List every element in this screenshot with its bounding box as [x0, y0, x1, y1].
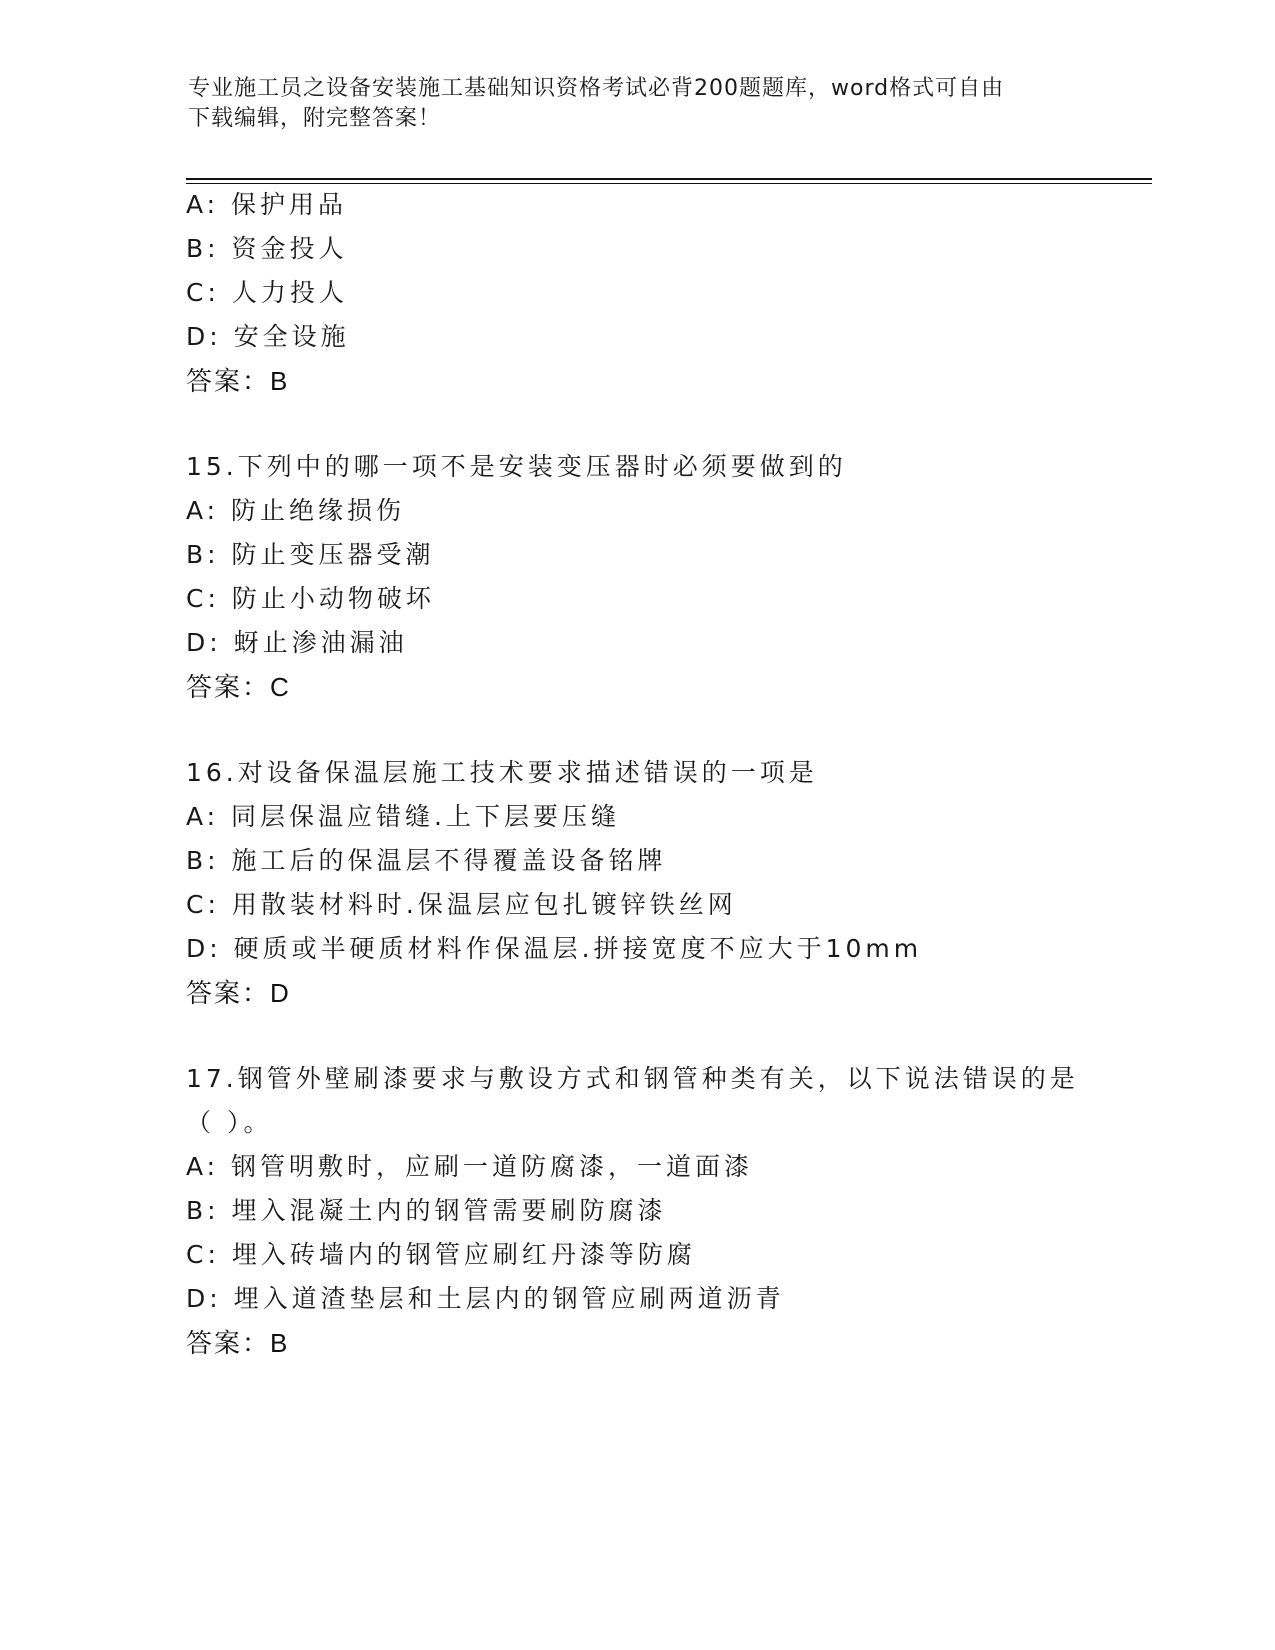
question-17-answer: 答案：B — [186, 1328, 290, 1358]
question-17-option-d: D: 埋入道渣垫层和土层内的钢管应刷两道沥青 — [186, 1284, 785, 1313]
header-line-1: 专业施工员之设备安装施工基础知识资格考试必背200题题库，word格式可自由 — [188, 76, 1005, 101]
question-15-option-d: D: 蚜止渗油漏油 — [186, 628, 408, 657]
question-15-option-a: A: 防止绝缘损伤 — [186, 496, 406, 525]
question-16-answer: 答案：D — [186, 978, 291, 1008]
question-16-option-c: C: 用散装材料时.保温层应包扎镀锌铁丝网 — [186, 890, 737, 919]
prev-option-d: D: 安全设施 — [186, 322, 350, 351]
question-15-option-c: C: 防止小动物破坏 — [186, 584, 435, 613]
question-17-option-b: B: 埋入混凝土内的钢管需要刷防腐漆 — [186, 1196, 667, 1225]
question-17-option-a: A: 钢管明敷时，应刷一道防腐漆，一道面漆 — [186, 1152, 754, 1181]
prev-option-b: B: 资金投人 — [186, 234, 348, 263]
prev-option-c: C: 人力投人 — [186, 278, 348, 307]
prev-answer: 答案：B — [186, 366, 290, 396]
header-line-2: 下载编辑，附完整答案！ — [188, 106, 442, 131]
document-header — [188, 74, 1088, 134]
question-17-stem: 17.钢管外壁刷漆要求与敷设方式和钢管种类有关，以下说法错误的是 — [186, 1064, 1079, 1093]
question-15-answer: 答案：C — [186, 672, 291, 702]
question-16-option-d: D: 硬质或半硬质材料作保温层.拼接宽度不应大于10mm — [186, 934, 923, 963]
prev-option-a: A: 保护用品 — [186, 190, 348, 219]
header-divider-thin — [186, 183, 1152, 184]
question-17-stem-blank: （ ）。 — [186, 1108, 273, 1137]
question-15-stem: 15.下列中的哪一项不是安装变压器时必须要做到的 — [186, 452, 847, 481]
question-15-option-b: B: 防止变压器受潮 — [186, 540, 435, 569]
question-17-option-c: C: 埋入砖墙内的钢管应刷红丹漆等防腐 — [186, 1240, 696, 1269]
question-16-option-a: A: 同层保温应错缝.上下层要压缝 — [186, 802, 620, 831]
question-16-option-b: B: 施工后的保温层不得覆盖设备铭牌 — [186, 846, 667, 875]
question-16-stem: 16.对设备保温层施工技术要求描述错误的一项是 — [186, 758, 818, 787]
header-divider-thick — [186, 178, 1152, 180]
